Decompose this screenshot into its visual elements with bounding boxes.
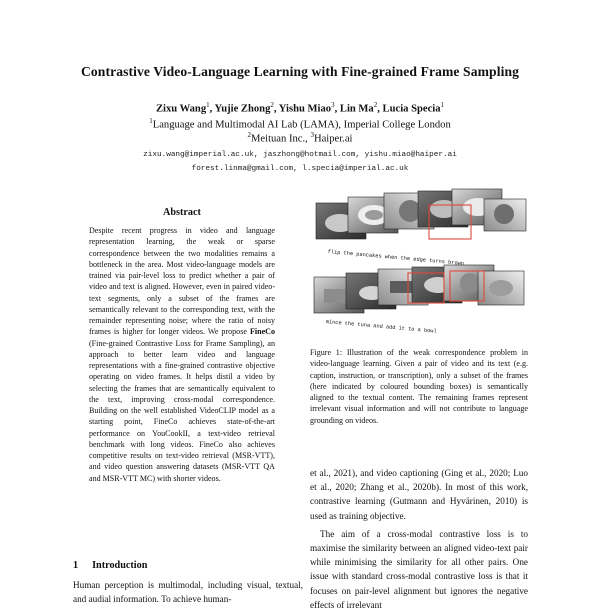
strip-caption-pancakes: flip the pancakes when the edge turns brown: [327, 249, 465, 267]
author-list: Zixu Wang$^1$, Yujie Zhong$^2$, Yishu Miao$^3$, Lin Ma$^2$, Lucia Specia$^1$: [155, 101, 445, 115]
section-heading-introduction: 1 Introduction: [73, 560, 148, 571]
right-column-text: [310, 466, 528, 612]
paper-title: Contrastive Video-Language Learning with Fine-grained Frame Sampling: [80, 64, 520, 79]
abstract-body: Despite recent progress in video and language representation learning, the weak or sparse correspondence between the two modalities remains a bottleneck in the area. Most video-language models are trained via pair-level loss to predict whether a pair of video and text is aligned. However, even in paired video-text segments, only a subset of the frames are semantically relevant to the corresponding text, with the remainder representing noise; where the ratio of noisy frames is higher for longer videos. We propose FineCo (Fine-grained Contrastive Loss for Frame Sampling), an approach to better learn video and language representations with a fine-grained contrastive objective operating on video frames. It helps distil a video by selecting the frames that are semantically equivalent to the text, improving cross-modal correspondence. Building on the well established VideoCLIP model as a starting point, FineCo achieves state-of-the-art performance on YouCookII, a text-video retrieval benchmark with long videos. FineCo also achieves competitive results on text-video retrieval (MSR-VTT), and video question answering datasets (MSR-VTT QA and MSR-VTT MC) with shorter videos.: [89, 226, 276, 483]
video-strip-pancakes: [316, 189, 526, 239]
model-name-expansion: (Fine-grained Contrastive Loss for Frame Sampling): [89, 338, 263, 348]
author: Lucia Specia: [382, 103, 441, 115]
author: Lin Ma: [339, 103, 374, 115]
introduction-text: Human perception is multimodal, including visual, textual, and audial information. To achieve human-: [73, 580, 303, 604]
strip-caption-tuna: mince the tuna and add it to a bowl: [325, 319, 437, 335]
affiliation-1: $^1$Language and Multimodal AI Lab (LAMA), Imperial College London: [149, 117, 451, 131]
affiliation-2: $^2$Meituan Inc., $^3$Haiper.ai: [247, 131, 353, 145]
author-emails-line-1: zixu.wang@imperial.ac.uk, jaszhong@hotmail.com, yishu.miao@haiper.ai: [143, 151, 457, 159]
author-emails-line-2: forest.linma@gmail.com, l.specia@imperial.ac.uk: [191, 165, 409, 173]
author: Yishu Miao: [278, 103, 332, 115]
abstract-heading: Abstract: [163, 207, 201, 218]
paragraph: The aim of a cross-modal contrastive loss is to maximise the similarity between an aligned video-text pair while minimising the similarity for all other pairs. One issue with standard cross-modal contrastive loss is that it focuses on pair-level alignment but ignores the negative effects of irrelevant: [310, 528, 528, 610]
paragraph: et al., 2021), and video captioning (Ging et al., 2020; Luo et al., 2020; Zhang et al., 2020b). In most of this work, contrastive learning (Gutmann and Hyvärinen, 2010) is used as training objective.: [310, 468, 528, 521]
figure-1: [312, 185, 528, 333]
author: Yujie Zhong: [214, 103, 271, 115]
figure-1-caption: Figure 1: Illustration of the weak correspondence problem in video-language learning. Given a pair of video and its text (e.g. caption, instruction, or transcription), only a subset of the frames (here indicated by coloured bounding boxes) is semantically aligned to the textual content. The remaining frames represent irrelevant visual information and will not contribute to language grounding on videos.: [310, 348, 528, 425]
model-name: FineCo: [249, 327, 275, 337]
author: Zixu Wang: [155, 103, 207, 115]
video-strip-tuna: [314, 265, 524, 313]
